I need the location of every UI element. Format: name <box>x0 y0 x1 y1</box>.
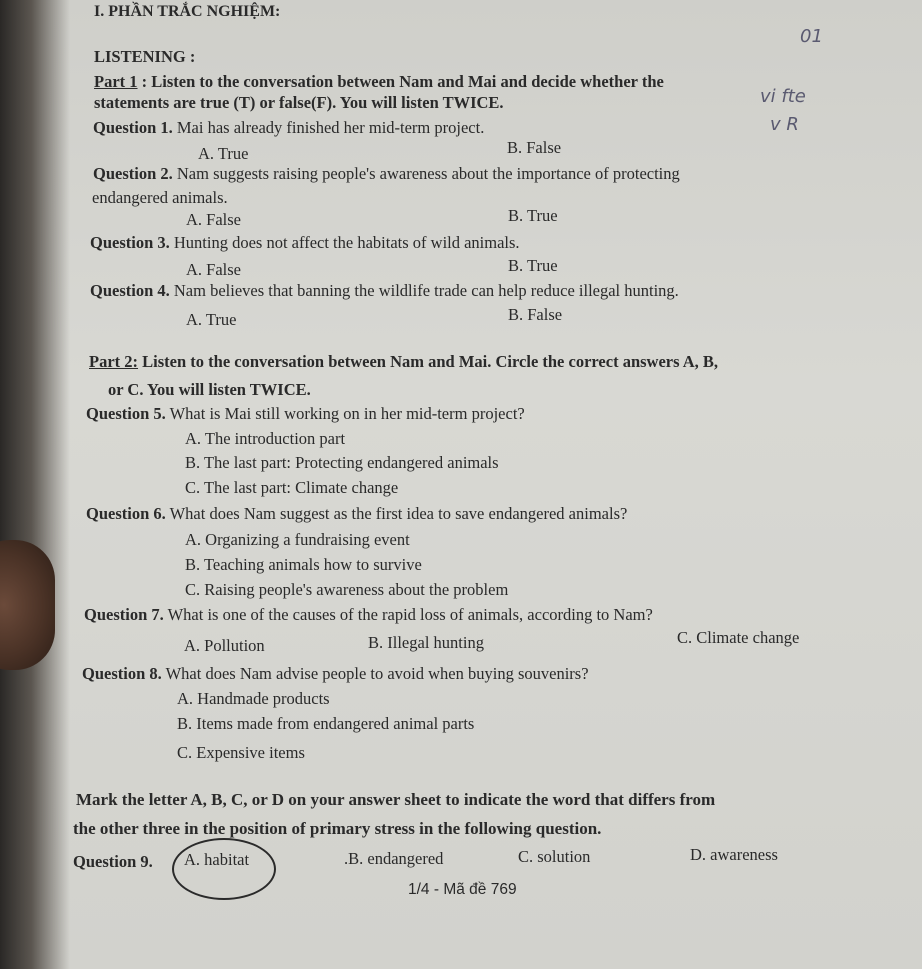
q2-option-a[interactable]: A. False <box>186 210 241 229</box>
q7-option-a[interactable]: A. Pollution <box>184 636 265 655</box>
question-3: Question 3. Hunting does not affect the habitats of wild animals. <box>90 233 520 252</box>
stress-instruction-cont: the other three in the position of primary stress in the following question. <box>73 819 602 838</box>
part1-instruction-cont: statements are true (T) or false(F). You will listen TWICE. <box>94 93 504 112</box>
finger-in-photo <box>0 540 55 670</box>
question-6: Question 6. What does Nam suggest as the first idea to save endangered animals? <box>86 504 628 523</box>
question-2-cont: endangered animals. <box>92 188 228 207</box>
question-5: Question 5. What is Mai still working on in her mid-term project? <box>86 404 525 423</box>
q3-option-a[interactable]: A. False <box>186 260 241 279</box>
q5-option-c[interactable]: C. The last part: Climate change <box>185 478 399 497</box>
stress-instruction: Mark the letter A, B, C, or D on your answer sheet to indicate the word that differs from <box>76 790 716 809</box>
q8-option-c[interactable]: C. Expensive items <box>177 743 305 762</box>
q3-option-b[interactable]: B. True <box>508 256 558 275</box>
q6-option-a[interactable]: A. Organizing a fundraising event <box>185 530 410 549</box>
q8-option-a[interactable]: A. Handmade products <box>177 689 330 708</box>
section-title: I. PHẦN TRẮC NGHIỆM: <box>94 3 281 20</box>
q9-option-b[interactable]: .B. endangered <box>344 849 444 868</box>
part2-instruction: Part 2: Listen to the conversation between Nam and Mai. Circle the correct answers A, B, <box>89 352 719 371</box>
handwritten-note: vi fte <box>760 86 806 107</box>
q7-option-b[interactable]: B. Illegal hunting <box>368 633 484 652</box>
page-footer: 1/4 - Mã đề 769 <box>408 881 517 898</box>
q5-option-b[interactable]: B. The last part: Protecting endangered animals <box>185 453 499 472</box>
q1-option-a[interactable]: A. True <box>198 144 249 163</box>
handwritten-note: v R <box>770 114 799 135</box>
q8-option-b[interactable]: B. Items made from endangered animal parts <box>177 714 475 733</box>
q6-option-c[interactable]: C. Raising people's awareness about the problem <box>185 580 509 599</box>
question-2: Question 2. Nam suggests raising people's awareness about the importance of protecting <box>93 164 680 183</box>
question-1: Question 1. Mai has already finished her mid-term project. <box>93 118 485 137</box>
q6-option-b[interactable]: B. Teaching animals how to survive <box>185 555 422 574</box>
question-4: Question 4. Nam believes that banning the wildlife trade can help reduce illegal hunting. <box>90 281 679 300</box>
q7-option-c[interactable]: C. Climate change <box>677 628 800 647</box>
q1-option-b[interactable]: B. False <box>507 138 562 157</box>
q4-option-a[interactable]: A. True <box>186 310 237 329</box>
q5-option-a[interactable]: A. The introduction part <box>185 429 346 448</box>
question-9: Question 9. <box>73 852 153 871</box>
part1-instruction: Part 1 : Listen to the conversation between Nam and Mai and decide whether the <box>94 72 664 91</box>
question-8: Question 8. What does Nam advise people to avoid when buying souvenirs? <box>82 664 589 683</box>
q2-option-b[interactable]: B. True <box>508 206 558 225</box>
question-7: Question 7. What is one of the causes of the rapid loss of animals, according to Nam? <box>84 605 653 624</box>
q4-option-b[interactable]: B. False <box>508 305 563 324</box>
q9-option-d[interactable]: D. awareness <box>690 845 778 864</box>
q9-option-a[interactable]: A. habitat <box>184 850 250 869</box>
listening-heading: LISTENING : <box>94 47 196 66</box>
q9-option-c[interactable]: C. solution <box>518 847 591 866</box>
page-edge-shadow <box>0 0 70 969</box>
handwritten-note: 01 <box>800 26 823 47</box>
answer-circle-mark <box>172 838 276 900</box>
part2-instruction-cont: or C. You will listen TWICE. <box>108 380 311 399</box>
